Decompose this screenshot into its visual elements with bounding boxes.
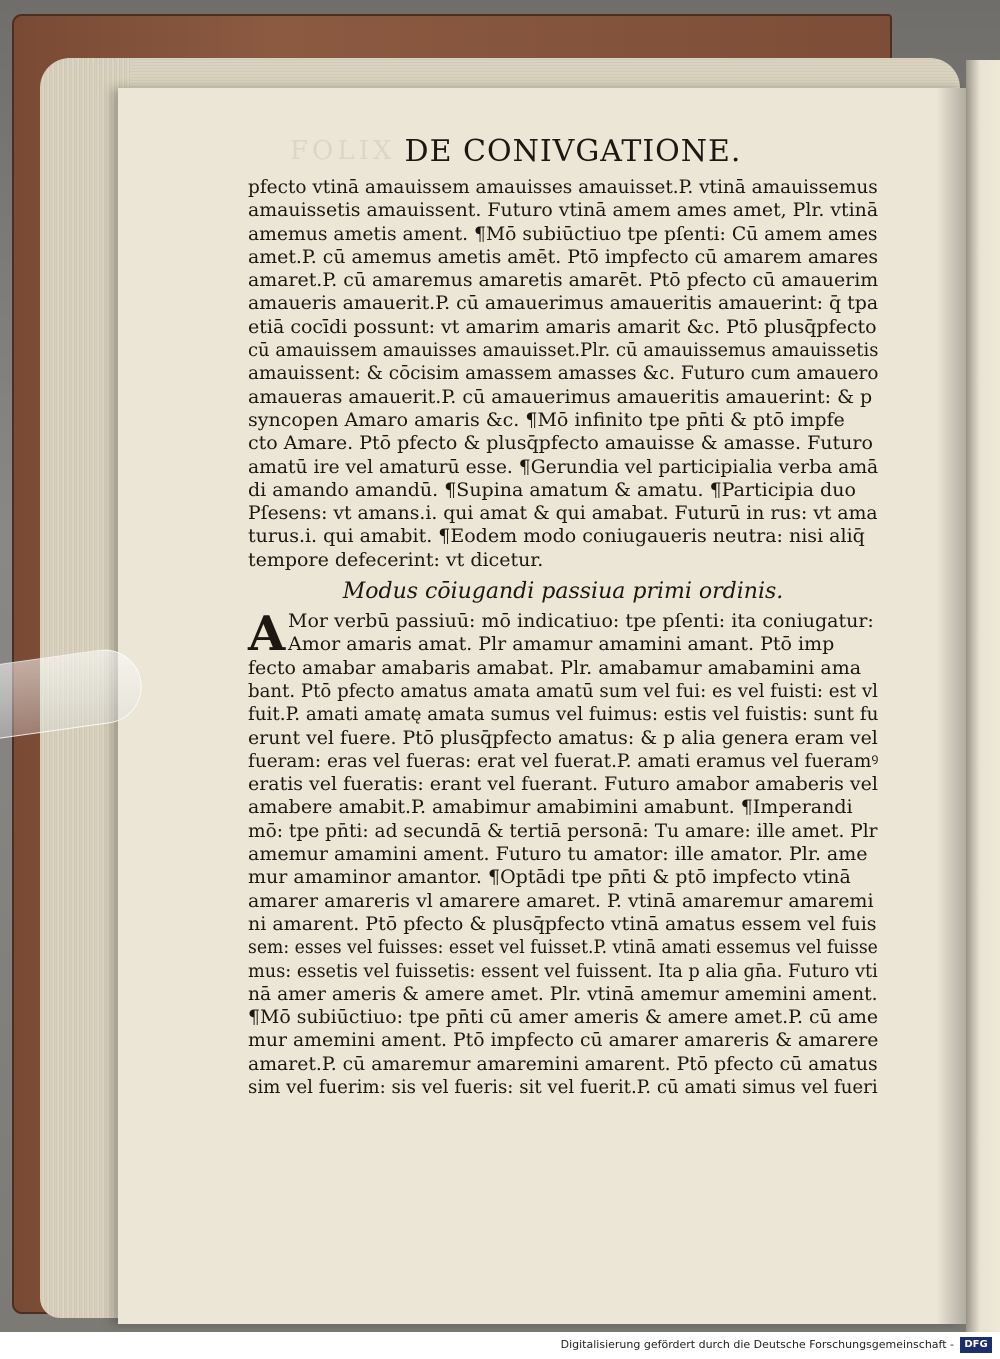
- text-line: fuit.P. amati amatę amata sumus vel fuimus: estis vel fuistis: sunt fu: [248, 703, 879, 726]
- text-line: turus.i. qui amabit. ¶Eodem modo coniugaueris neutra: nisi aliq̄: [248, 525, 865, 548]
- text-line: amet.P. cū amemus ametis amēt. Ptō impfecto cū amarem amares: [248, 245, 879, 268]
- text-line: cto Amare. Ptō pfecto & plusq̄pfecto amauisse & amasse. Futuro: [248, 432, 873, 455]
- text-line: mus: essetis vel fuissetis: essent vel fuissent. Ita p alia gn̄a. Futuro vti: [248, 959, 878, 982]
- text-line: amemus ametis ament. ¶Mō subiūctiuo tpe pſenti: Cū amem ames: [248, 222, 878, 245]
- text-line: tempore defecerint: vt dicetur.: [248, 548, 544, 571]
- section-title: Modus cōiugandi passiua primi ordinis.: [342, 579, 784, 605]
- text-line: fecto amabar amabaris amabat. Plr. amabamur amabamini ama: [248, 656, 862, 679]
- paragraph-passive: [248, 606, 879, 1099]
- text-line: sem: esses vel fuisses: esset vel fuisset.P. vtinā amati essemus vel fuisse: [248, 936, 878, 959]
- footer-bar: [0, 1332, 1000, 1359]
- text-line: mur amemini ament. Ptō impfecto cū amarer amareris & amarere: [248, 1029, 879, 1052]
- text-line: erunt vel fuere. Ptō plusq̄pfecto amatus: & p alia genera eram vel: [248, 726, 878, 749]
- funding-notice: Digitalisierung gefördert durch die Deutsche Forschungsgemeinschaft -: [560, 1338, 954, 1351]
- text-line: amaueris amauerit.P. cū amauerimus amaueritis amauerint: q̄ tpa: [248, 292, 879, 315]
- bleed-through-text: FOLIX: [290, 136, 396, 166]
- text-line: mur amaminor amantor. ¶Optādi tpe pn̄ti & ptō impfecto vtinā: [248, 866, 851, 889]
- text-line: bant. Ptō pfecto amatus amata amatū sum vel fui: es vel fuisti: est vl: [248, 679, 878, 702]
- text-line: pfecto vtinā amauissem amauisses amauisset.P. vtinā amauissemus: [248, 176, 878, 198]
- text-line: ¶Mō subiūctiuo: tpe pn̄ti cū amer ameris & amere amet.P. cū ame: [248, 1006, 879, 1029]
- text-line: di amando amandū. ¶Supina amatum & amatu. ¶Participia duo: [248, 478, 856, 501]
- text-line: fueram: eras vel fueras: erat vel fuerat.P. amati eramus vel fueramꝰ: [248, 749, 879, 772]
- text-line: amarer amareris vl amarere amaret. P. vtinā amaremur amaremi: [248, 889, 874, 912]
- text-line: Pſesens: vt amans.i. qui amat & qui amabat. Futurū in rus: vt ama: [248, 502, 878, 525]
- text-line: sim vel fuerim: sis vel fueris: sit vel fuerit.P. cū amati simus vel fueri: [248, 1075, 878, 1098]
- text-line: nā amer ameris & amere amet. Plr. vtinā amemur amemini ament.: [248, 982, 878, 1005]
- text-line: syncopen Amaro amaris &c. ¶Mō infinito tpe pn̄ti & ptō impfe: [248, 408, 845, 431]
- text-line: mō: tpe pn̄ti: ad secundā & tertiā personā: Tu amare: ille amet. Plr: [248, 819, 878, 842]
- dfg-logo: DFG: [960, 1337, 992, 1353]
- page-text: [248, 128, 878, 1099]
- text-line: amaret.P. cū amaremus amaretis amarēt. Ptō pfecto cū amauerim: [248, 269, 879, 292]
- text-line: amaueras amauerit.P. cū amauerimus amaueritis amauerint: & p: [248, 385, 873, 408]
- page-heading: DE CONIVGATIONE.: [404, 134, 742, 169]
- text-line: amauissent: & cōcisim amassem amasses &c. Futuro cum amauero: [248, 362, 879, 385]
- paragraph-active-subjunctive: [248, 176, 878, 572]
- text-line: amemur amamini ament. Futuro tu amator: ille amator. Plr. ame: [248, 843, 868, 866]
- drop-capital: A: [248, 606, 286, 662]
- text-line: amaret.P. cū amaremur amaremini amarent. Ptō pfecto cū amatus: [248, 1052, 878, 1075]
- text-line: amabere amabit.P. amabimur amabimini amabunt. ¶Imperandi: [248, 796, 853, 819]
- text-line: amatū ire vel amaturū esse. ¶Gerundia vel participialia verba amā: [248, 455, 879, 478]
- text-line: etiā cocīdi possunt: vt amarim amaris amarit &c. Ptō plusq̄pfecto: [248, 315, 877, 338]
- text-line: amauissetis amauissent. Futuro vtinā amem ames amet, Plr. vtinā: [248, 199, 879, 222]
- text-line: ni amarent. Ptō pfecto & plusq̄pfecto vtinā amatus essem vel fuis: [248, 912, 877, 935]
- text-line: cū amauissem amauisses amauisset.Plr. cū amauissemus amauissetis: [248, 339, 879, 362]
- text-line: Amor amaris amat. Plr amamur amamini amant. Ptō imp: [288, 633, 835, 656]
- text-line: eratis vel fueratis: erant vel fuerant. Futuro amabor amaberis vel: [248, 773, 878, 796]
- text-line: Mor verbū passiuū: mō indicatiuo: tpe pſenti: ita coniugatur:: [288, 610, 874, 633]
